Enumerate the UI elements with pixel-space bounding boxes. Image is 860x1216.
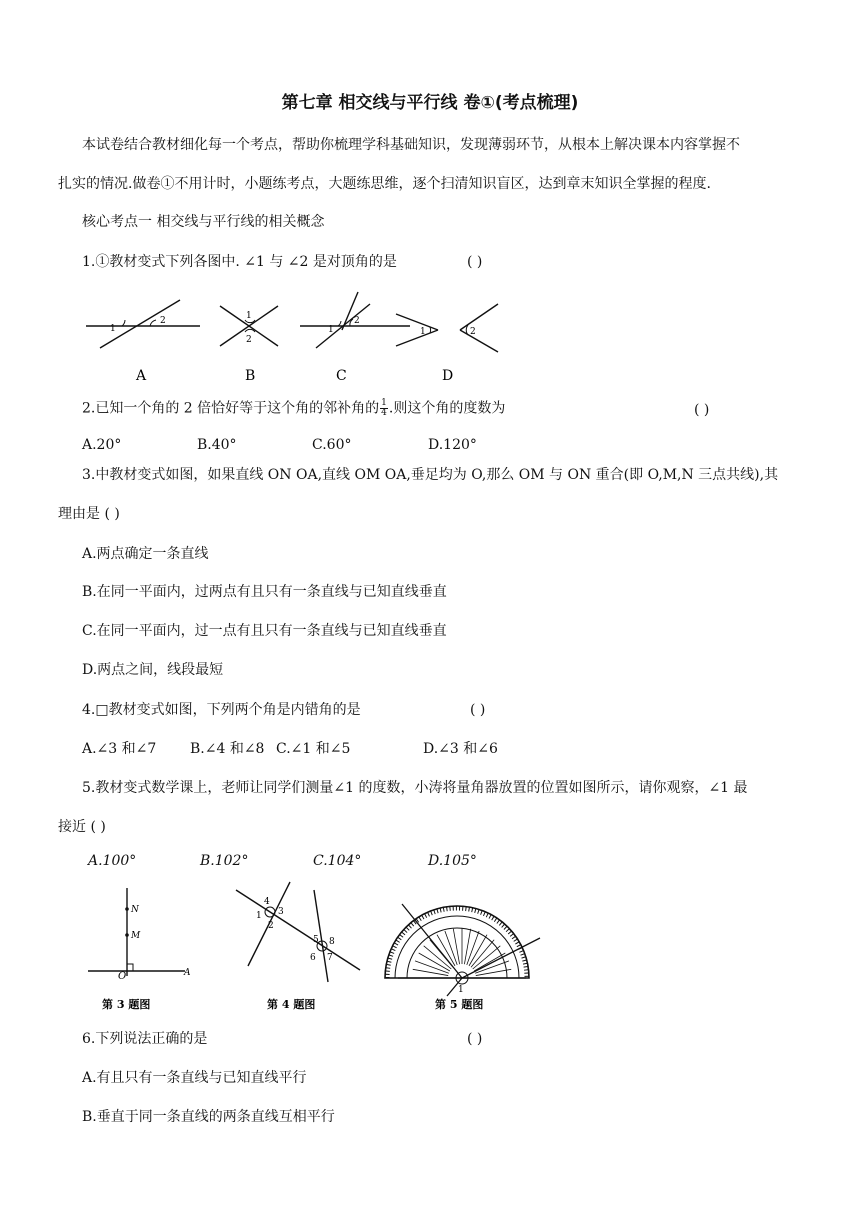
protractor-spoke <box>464 929 470 964</box>
q5-option-a: A.100° <box>88 853 137 869</box>
q3-option-c: C.在同一平面内，过一点有且只有一条直线与已知直线垂直 <box>82 623 447 639</box>
protractor-spoke <box>476 969 511 975</box>
fig4-label-1: 1 <box>256 911 262 921</box>
q2-option-a: A.20° <box>82 437 122 453</box>
q2-option-c: C.60° <box>312 437 352 453</box>
q1-figure-c <box>300 292 410 384</box>
q1-label-b: B <box>245 368 256 384</box>
fig4-label-5: 5 <box>313 935 319 945</box>
q1-c-angle1-label: 1 <box>328 325 334 335</box>
q1-figure-d <box>396 304 498 384</box>
q3-option-a: A.两点确定一条直线 <box>82 546 209 562</box>
protractor-spoke <box>453 929 459 964</box>
q2-stem-after: .则这个角的度数为 <box>388 400 506 417</box>
q4-stem: 4.□教材变式如图，下列两个角是内错角的是 <box>82 702 361 718</box>
figure-q4 <box>236 882 360 1011</box>
q2-stem-before: 2.已知一个角的 2 倍恰好等于这个角的邻补角的 <box>82 400 380 417</box>
q5-option-d: D.105° <box>428 853 477 869</box>
q2-stem <box>82 399 505 418</box>
protractor-spoke <box>413 969 448 975</box>
fig4-label-8: 8 <box>329 937 335 947</box>
q1-d-angle1-label: 1 <box>420 327 426 337</box>
fig3-label-a: A <box>184 968 191 978</box>
q6-option-b: B.垂直于同一条直线的两条直线互相平行 <box>82 1109 335 1125</box>
q1-b-angle2-label: 2 <box>246 335 252 345</box>
q1-stem: 1.①教材变式下列各图中. ∠1 与 ∠2 是对顶角的是 <box>82 254 397 270</box>
fig3-label-m: M <box>131 931 141 941</box>
q1-label-c: C <box>336 368 347 384</box>
q6-option-a: A.有且只有一条直线与已知直线平行 <box>82 1070 307 1086</box>
q4-option-b: B.∠4 和∠8 <box>190 741 265 757</box>
q1-c-angle2-label: 2 <box>354 316 360 326</box>
figure-q5 <box>385 904 540 1011</box>
q4-option-a: A.∠3 和∠7 <box>82 741 157 757</box>
q5-stem-line-2: 接近 ( ) <box>58 819 106 835</box>
fig3-caption: 第 3 题图 <box>102 998 151 1011</box>
fig4-label-3: 3 <box>278 907 284 917</box>
fig4-label-6: 6 <box>310 953 316 963</box>
q3-stem-line-2: 理由是 ( ) <box>58 506 120 522</box>
page-title: 第七章 相交线与平行线 卷①(考点梳理) <box>281 93 579 113</box>
fig5-label-1: 1 <box>458 985 464 995</box>
q6-stem: 6.下列说法正确的是 <box>82 1031 208 1047</box>
q1-figure-a <box>86 300 200 384</box>
q1-label-a: A <box>136 368 147 384</box>
figure-q3 <box>88 888 191 1011</box>
q1-a-angle2-label: 2 <box>160 316 166 326</box>
q5-stem-line-1: 5.教材变式数学课上，老师让同学们测量∠1 的度数，小涛将量角器放置的位置如图所示，请你观察，∠1 最 <box>82 780 748 796</box>
q3-option-b: B.在同一平面内，过两点有且只有一条直线与已知直线垂直 <box>82 584 447 600</box>
q4-option-d: D.∠3 和∠6 <box>423 741 498 757</box>
intro-line-2: 扎实的情况.做卷①不用计时，小题练考点，大题练思维，逐个扫清知识盲区，达到章末知识全掌握的程度. <box>58 176 711 192</box>
q5-option-b: B.102° <box>200 853 249 869</box>
fig4-caption: 第 4 题图 <box>267 998 316 1011</box>
q1-answer-paren: ( ) <box>467 254 483 270</box>
q2-fraction <box>380 399 388 418</box>
question-figures-row <box>80 878 550 1018</box>
section-heading-1: 核心考点一 相交线与平行线的相关概念 <box>82 214 325 230</box>
q2-answer-paren: ( ) <box>694 402 710 418</box>
q2-option-b: B.40° <box>197 437 237 453</box>
q1-a-angle1-label: 1 <box>110 324 116 334</box>
q2-fraction-denominator: 4 <box>381 408 387 418</box>
q4-answer-paren: ( ) <box>470 702 486 718</box>
q2-fraction-numerator: 1 <box>381 398 387 408</box>
fig3-label-o: O <box>118 971 127 982</box>
fig4-label-4: 4 <box>264 897 270 907</box>
fig4-label-7: 7 <box>327 953 333 963</box>
q1-label-d: D <box>442 368 454 384</box>
fig3-label-n: N <box>131 905 139 915</box>
q4-option-c: C.∠1 和∠5 <box>276 741 351 757</box>
intro-line-1: 本试卷结合教材细化每一个考点，帮助你梳理学科基础知识，发现薄弱环节，从根本上解决课本内容掌握不 <box>82 137 740 153</box>
q1-b-angle1-label: 1 <box>246 311 252 321</box>
q3-option-d: D.两点之间，线段最短 <box>82 662 224 678</box>
q5-option-c: C.104° <box>313 853 362 869</box>
fig4-label-2: 2 <box>268 921 274 931</box>
q2-option-d: D.120° <box>428 437 477 453</box>
q1-figure-b <box>220 306 278 384</box>
q1-figures <box>80 290 520 385</box>
q3-stem-line-1: 3.中教材变式如图，如果直线 ON OA,直线 OM OA,垂足均为 O,那么 OM 与 ON 重合(即 O,M,N 三点共线),其 <box>82 467 779 483</box>
q6-answer-paren: ( ) <box>467 1031 483 1047</box>
fig5-caption: 第 5 题图 <box>435 998 484 1011</box>
q1-d-angle2-label: 2 <box>470 327 476 337</box>
